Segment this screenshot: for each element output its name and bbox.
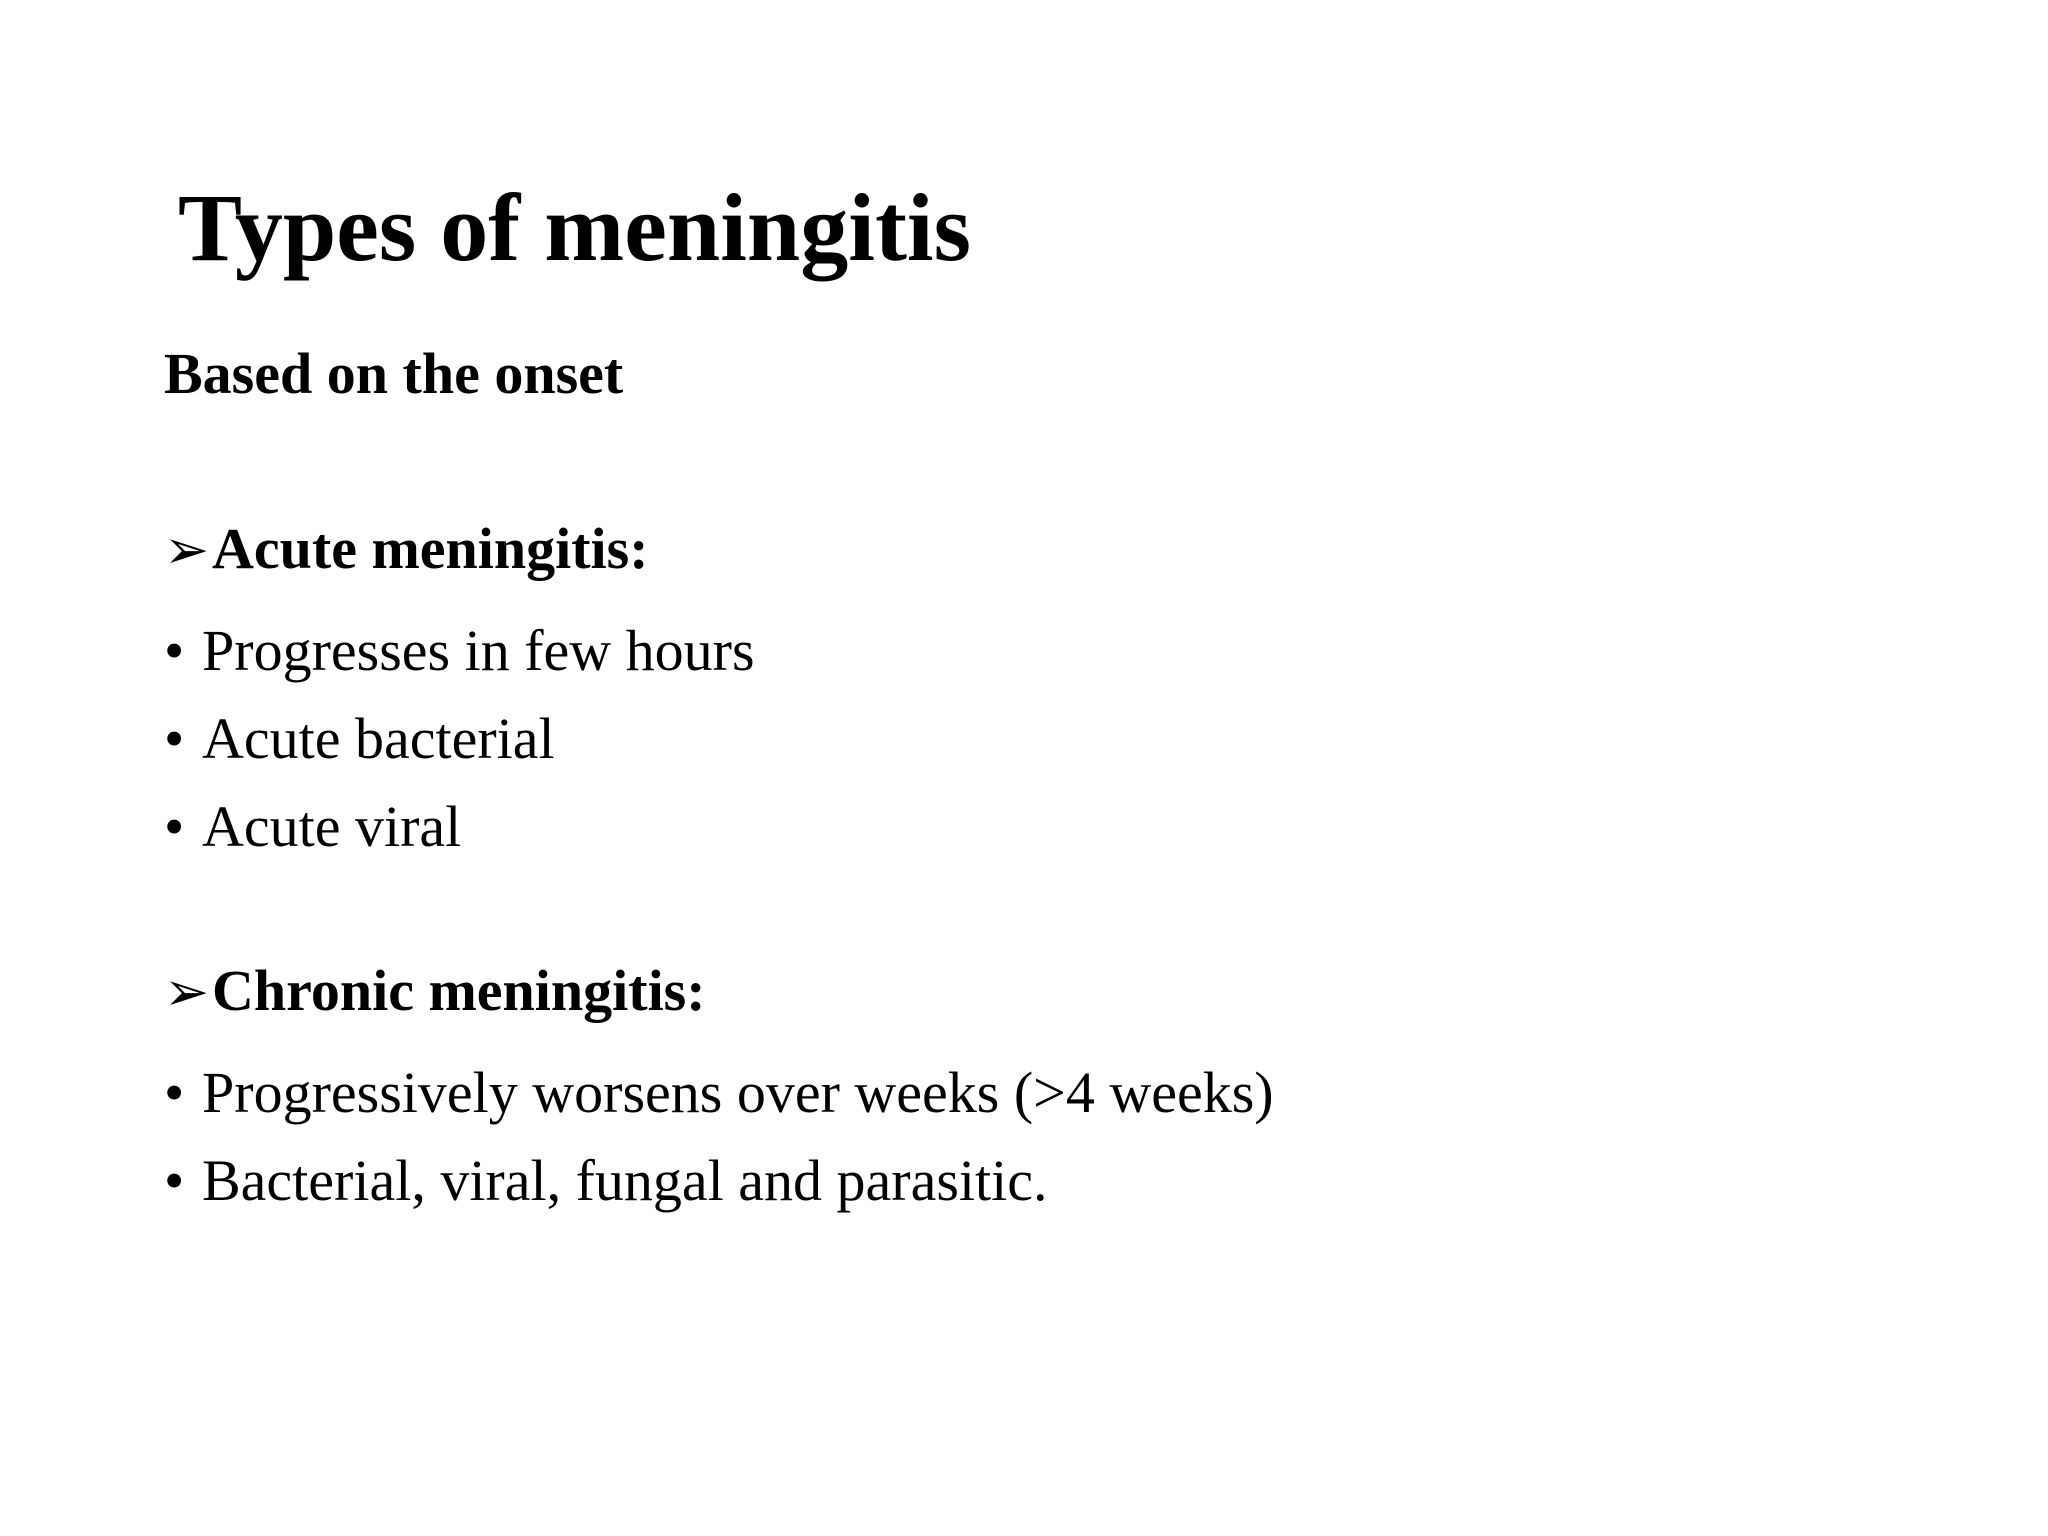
section-heading-acute	[164, 516, 649, 581]
list-item-text: Bacterial, viral, fungal and parasitic.	[202, 1148, 1048, 1213]
list-item	[164, 1137, 1274, 1225]
bullet-icon: •	[164, 1148, 185, 1213]
list-item	[164, 783, 755, 871]
list-item	[164, 1049, 1274, 1137]
list-item-text: Acute viral	[202, 794, 462, 859]
list-item	[164, 695, 755, 783]
arrow-bullet-icon: ➢	[164, 960, 210, 1023]
chronic-bullet-list	[164, 1049, 1274, 1225]
list-item-text: Acute bacterial	[202, 706, 555, 771]
bullet-icon: •	[164, 618, 185, 683]
slide-subtitle: Based on the onset	[164, 341, 624, 406]
section-heading-chronic	[164, 958, 706, 1023]
acute-bullet-list	[164, 607, 755, 871]
list-item	[164, 607, 755, 695]
list-item-text: Progresses in few hours	[202, 618, 755, 683]
bullet-icon: •	[164, 794, 185, 859]
slide-title: Types of meningitis	[178, 174, 971, 281]
arrow-bullet-icon: ➢	[164, 518, 210, 581]
bullet-icon: •	[164, 1060, 185, 1125]
section-heading-label: Chronic meningitis:	[212, 958, 706, 1023]
section-heading-label: Acute meningitis:	[212, 516, 649, 581]
bullet-icon: •	[164, 706, 185, 771]
list-item-text: Progressively worsens over weeks (>4 weeks)	[202, 1060, 1274, 1125]
